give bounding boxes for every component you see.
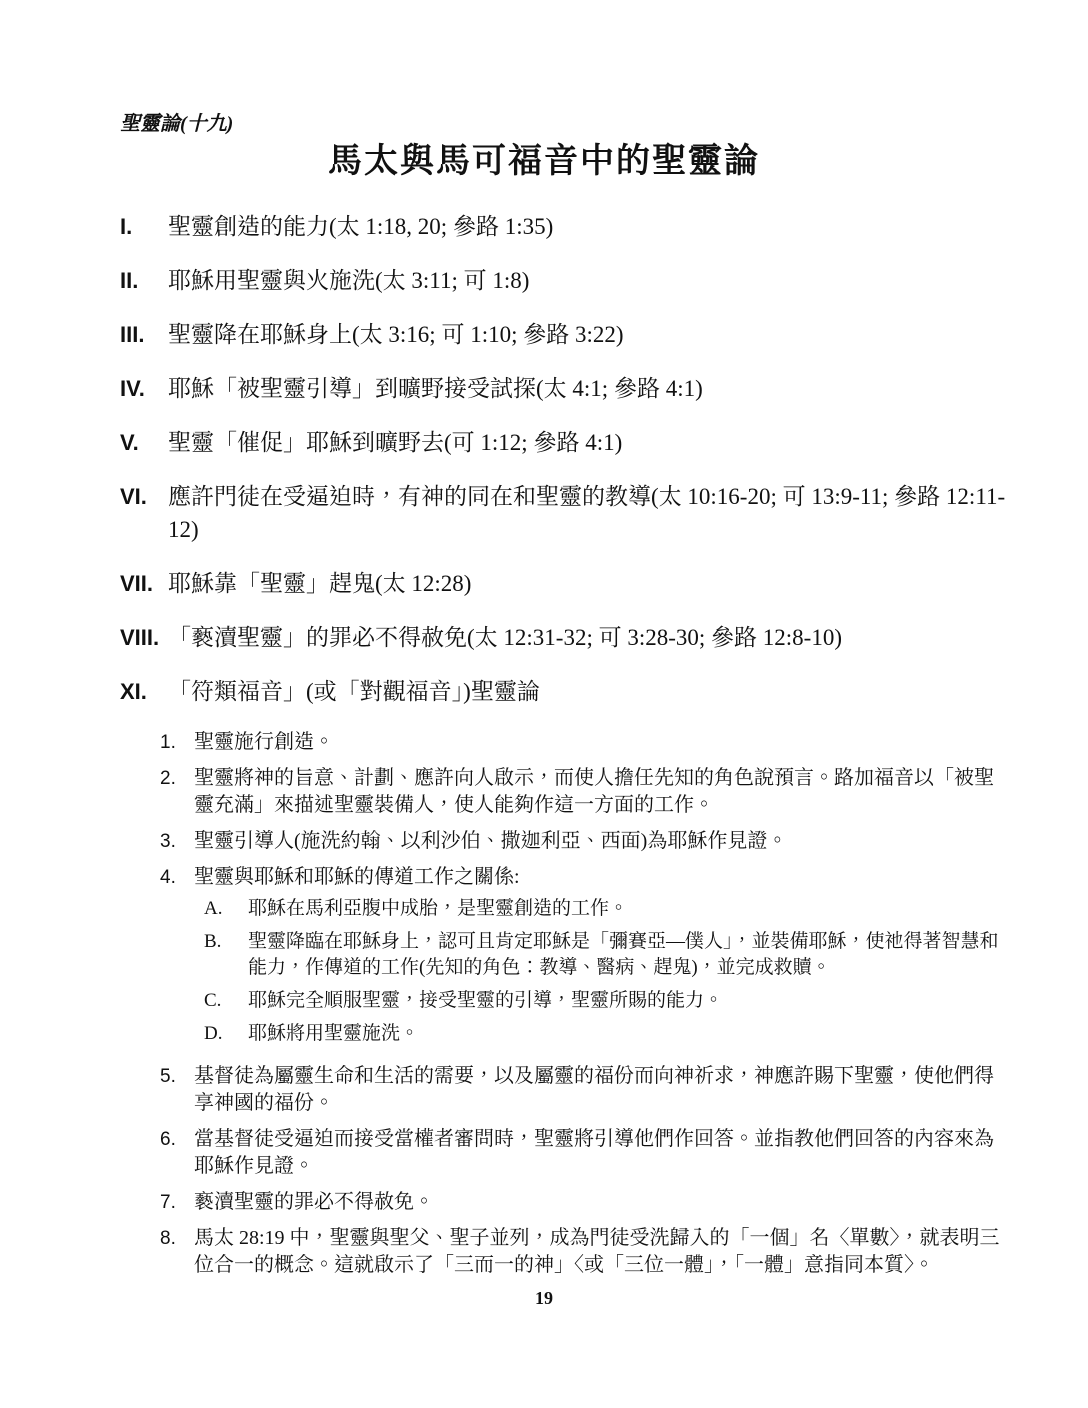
outline-item bbox=[120, 426, 1010, 459]
outline-item bbox=[120, 675, 1010, 708]
letter-item-text: 耶穌完全順服聖靈，接受聖靈的引導，聖靈所賜的能力。 bbox=[248, 990, 724, 1011]
numbered-item-number: 1. bbox=[160, 732, 176, 753]
letter-item-number: A. bbox=[204, 898, 223, 919]
outline-item-text: 應許門徒在受逼迫時，有神的同在和聖靈的教導(太 10:16-20; 可 13:9-11; 參路 12:11-12) bbox=[168, 484, 1006, 542]
outline-item-number: I. bbox=[120, 214, 133, 239]
outline-item-text: 聖靈降在耶穌身上(太 3:16; 可 1:10; 參路 3:22) bbox=[168, 322, 624, 347]
outline-item-text: 聖靈「催促」耶穌到曠野去(可 1:12; 參路 4:1) bbox=[168, 430, 623, 455]
numbered-item bbox=[160, 765, 1010, 819]
numbered-item-text: 當基督徒受逼迫而接受當權者審問時，聖靈將引導他們作回答。並指教他們回答的內容來為耶穌作見證。 bbox=[194, 1128, 994, 1177]
numbered-item-text: 褻瀆聖靈的罪必不得赦免。 bbox=[194, 1191, 434, 1213]
page-title: 馬太與馬可福音中的聖靈論 bbox=[328, 143, 760, 180]
numbered-item-number: 5. bbox=[160, 1066, 176, 1087]
numbered-item-body bbox=[194, 729, 1010, 756]
outline-item bbox=[120, 264, 1010, 297]
outline-item bbox=[120, 567, 1010, 600]
numbered-list bbox=[160, 729, 1010, 1279]
numbered-item-body bbox=[194, 1063, 1010, 1117]
numbered-item bbox=[160, 828, 1010, 855]
outline-item-number: VI. bbox=[120, 484, 147, 509]
numbered-item bbox=[160, 1063, 1010, 1117]
numbered-item-body bbox=[194, 765, 1010, 819]
doc-series-header: 聖靈論(十九) bbox=[120, 113, 234, 135]
outline-item bbox=[120, 210, 1010, 243]
outline-item-number: II. bbox=[120, 268, 139, 293]
numbered-item bbox=[160, 729, 1010, 756]
numbered-item-number: 4. bbox=[160, 867, 176, 888]
outline-item-number: V. bbox=[120, 430, 139, 455]
page-number: 19 bbox=[535, 1288, 553, 1308]
outline-item-number: XI. bbox=[120, 679, 147, 704]
letter-item bbox=[204, 988, 1010, 1014]
numbered-item-body bbox=[194, 1225, 1010, 1279]
letter-item-text: 耶穌在馬利亞腹中成胎，是聖靈創造的工作。 bbox=[248, 898, 629, 919]
letter-list bbox=[204, 896, 1010, 1047]
numbered-item-text: 馬太 28:19 中，聖靈與聖父、聖子並列，成為門徒受洗歸入的「一個」名〈單數〉，就表明三位合一的概念。這就啟示了「三而一的神」〈或「三位一體」，「一體」意指同本質〉。 bbox=[194, 1227, 1000, 1276]
numbered-item-text: 基督徒為屬靈生命和生活的需要，以及屬靈的福份而向神祈求，神應許賜下聖靈，使他們得享神國的福份。 bbox=[194, 1065, 994, 1114]
outline-item bbox=[120, 621, 1010, 654]
letter-item bbox=[204, 929, 1010, 981]
numbered-item-text: 聖靈與耶穌和耶穌的傳道工作之關係: bbox=[194, 866, 520, 888]
outline-item-text: 聖靈創造的能力(太 1:18, 20; 參路 1:35) bbox=[168, 214, 554, 239]
numbered-item-number: 8. bbox=[160, 1228, 176, 1249]
numbered-item-body bbox=[194, 1189, 1010, 1216]
outline-item-text: 「褻瀆聖靈」的罪必不得赦免(太 12:31-32; 可 3:28-30; 參路 12:8-10) bbox=[168, 625, 842, 650]
outline-item-text: 耶穌「被聖靈引導」到曠野接受試探(太 4:1; 參路 4:1) bbox=[168, 376, 703, 401]
numbered-item bbox=[160, 1225, 1010, 1279]
numbered-item-text: 聖靈將神的旨意、計劃、應許向人啟示，而使人擔任先知的角色說預言。路加福音以「被聖靈充滿」來描述聖靈裝備人，使人能夠作這一方面的工作。 bbox=[194, 767, 994, 816]
outline-item-number: VII. bbox=[120, 571, 154, 596]
outline-item-text: 耶穌用聖靈與火施洗(太 3:11; 可 1:8) bbox=[168, 268, 530, 293]
letter-item-number: B. bbox=[204, 931, 222, 952]
letter-item-number: C. bbox=[204, 990, 222, 1011]
outline-list bbox=[120, 210, 1010, 1279]
numbered-item-body bbox=[194, 864, 1010, 1054]
numbered-item-body bbox=[194, 1126, 1010, 1180]
outline-item-text: 「符類福音」(或「對觀福音」)聖靈論 bbox=[168, 679, 540, 704]
letter-item bbox=[204, 1021, 1010, 1047]
letter-item-number: D. bbox=[204, 1023, 223, 1044]
numbered-item-number: 2. bbox=[160, 768, 176, 789]
numbered-item-number: 7. bbox=[160, 1192, 176, 1213]
outline-item-number: III. bbox=[120, 322, 145, 347]
numbered-item-text: 聖靈引導人(施洗約翰、以利沙伯、撒迦利亞、西面)為耶穌作見證。 bbox=[194, 830, 788, 852]
numbered-item-number: 3. bbox=[160, 831, 176, 852]
numbered-item bbox=[160, 1189, 1010, 1216]
numbered-item bbox=[160, 864, 1010, 1054]
numbered-item-number: 6. bbox=[160, 1129, 176, 1150]
letter-item-text: 耶穌將用聖靈施洗。 bbox=[248, 1023, 420, 1044]
numbered-item-body bbox=[194, 828, 1010, 855]
outline-item-number: VIII. bbox=[120, 625, 160, 650]
outline-item bbox=[120, 372, 1010, 405]
outline-item-number: IV. bbox=[120, 376, 145, 401]
outline-item bbox=[120, 318, 1010, 351]
letter-item-text: 聖靈降臨在耶穌身上，認可且肯定耶穌是「彌賽亞—僕人」，並裝備耶穌，使祂得著智慧和能力，作傳道的工作(先知的角色：教導、醫病、趕鬼)，並完成救贖。 bbox=[248, 931, 999, 978]
numbered-item bbox=[160, 1126, 1010, 1180]
letter-item bbox=[204, 896, 1010, 922]
numbered-item-text: 聖靈施行創造。 bbox=[194, 731, 334, 753]
outline-item-text: 耶穌靠「聖靈」趕鬼(太 12:28) bbox=[168, 571, 472, 596]
outline-item bbox=[120, 480, 1010, 546]
